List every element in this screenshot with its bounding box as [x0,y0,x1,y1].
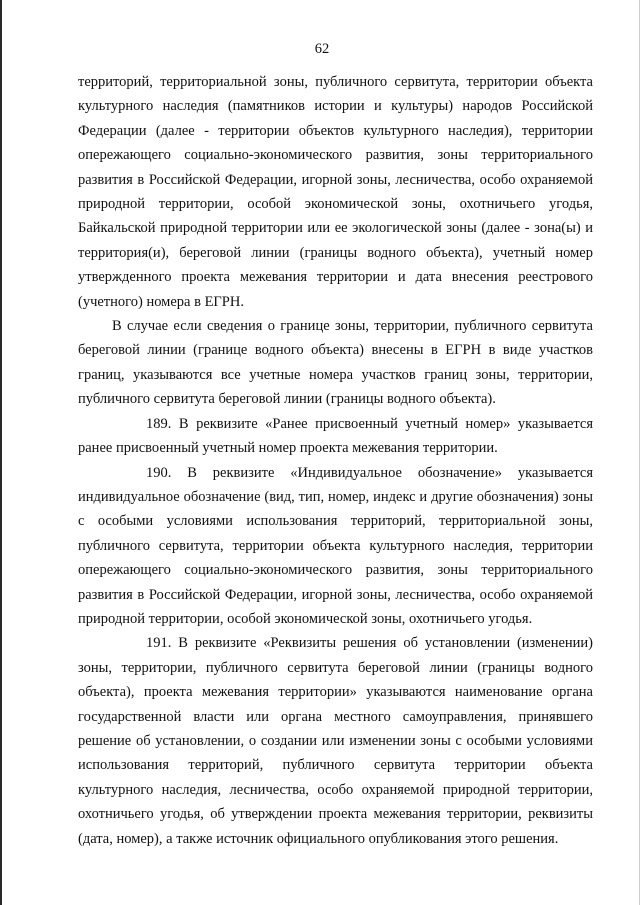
paragraph-continuation [78,70,593,314]
paragraph-item-191 [78,631,593,851]
paragraph-text: территорий, территориальной зоны, публичного сервитута, территории объекта культурного наследия (памятников истории и культуры) народов Российской Федерации (далее - территории объектов культурного наследия), территории опережающего социально-экономического развития, зоны территориального развития в Российской Федерации, игорной зоны, лесничества, особо охраняемой природной территории, особой экономической зоны, охотничьего угодья, Байкальской природной территории или ее экологической зоны (далее - зона(ы) и территория(и), береговой линии (границы водного объекта), учетный номер утвержденного проекта межевания территории и дата внесения реестрового (учетного) номера в ЕГРН. [78,74,593,310]
paragraph-item-190 [78,461,593,632]
paragraph-text: В реквизите «Индивидуальное обозначение» указывается индивидуальное обозначение (вид, тип, номер, индекс и другие обозначения) зоны с особыми условиями использования территорий, территориальной зоны, публичного сервитута, территории объекта культурного наследия, территории опережающего социально-экономического развития, зоны территориального развития в Российской Федерации, игорной зоны, лесничества, особо охраняемой природной территории, особой экономической зоны, охотничьего угодья. [78,464,593,627]
paragraph-text: В реквизите «Ранее присвоенный учетный номер» указывается ранее присвоенный учетный номер проекта межевания территории. [78,415,593,457]
document-body [78,70,593,851]
item-number: 191. [146,635,172,652]
page-number: 62 [314,41,330,57]
paragraph-text: В случае если сведения о границе зоны, территории, публичного сервитута береговой линии (границе водного объекта) внесены в ЕГРН в виде участков границ, указываются все учетные номера участков границ зоны, территории, публичного сервитута береговой линии (границы водного объекта). [78,318,593,408]
paragraph-text: В реквизите «Реквизиты решения об установлении (изменении) зоны, территории, публичного сервитута береговой линии (границы водного объекта), проекта межевания территории» указываются наименование органа государственной власти или органа местного самоуправления, принявшего решение об установлении, о создании или изменении зоны с особыми условиями использования территорий, публичного сервитута территории объекта культурного наследия, лесничества, особо охраняемой природной территории, охотничьего угодья, об утверждении проекта межевания территории, реквизиты (дата, номер), а также источник официального опубликования этого решения. [78,635,593,847]
paragraph-item-189 [78,412,593,461]
item-number: 190. [146,464,172,481]
paragraph-case-boundaries [78,314,593,412]
item-number: 189. [146,415,172,432]
